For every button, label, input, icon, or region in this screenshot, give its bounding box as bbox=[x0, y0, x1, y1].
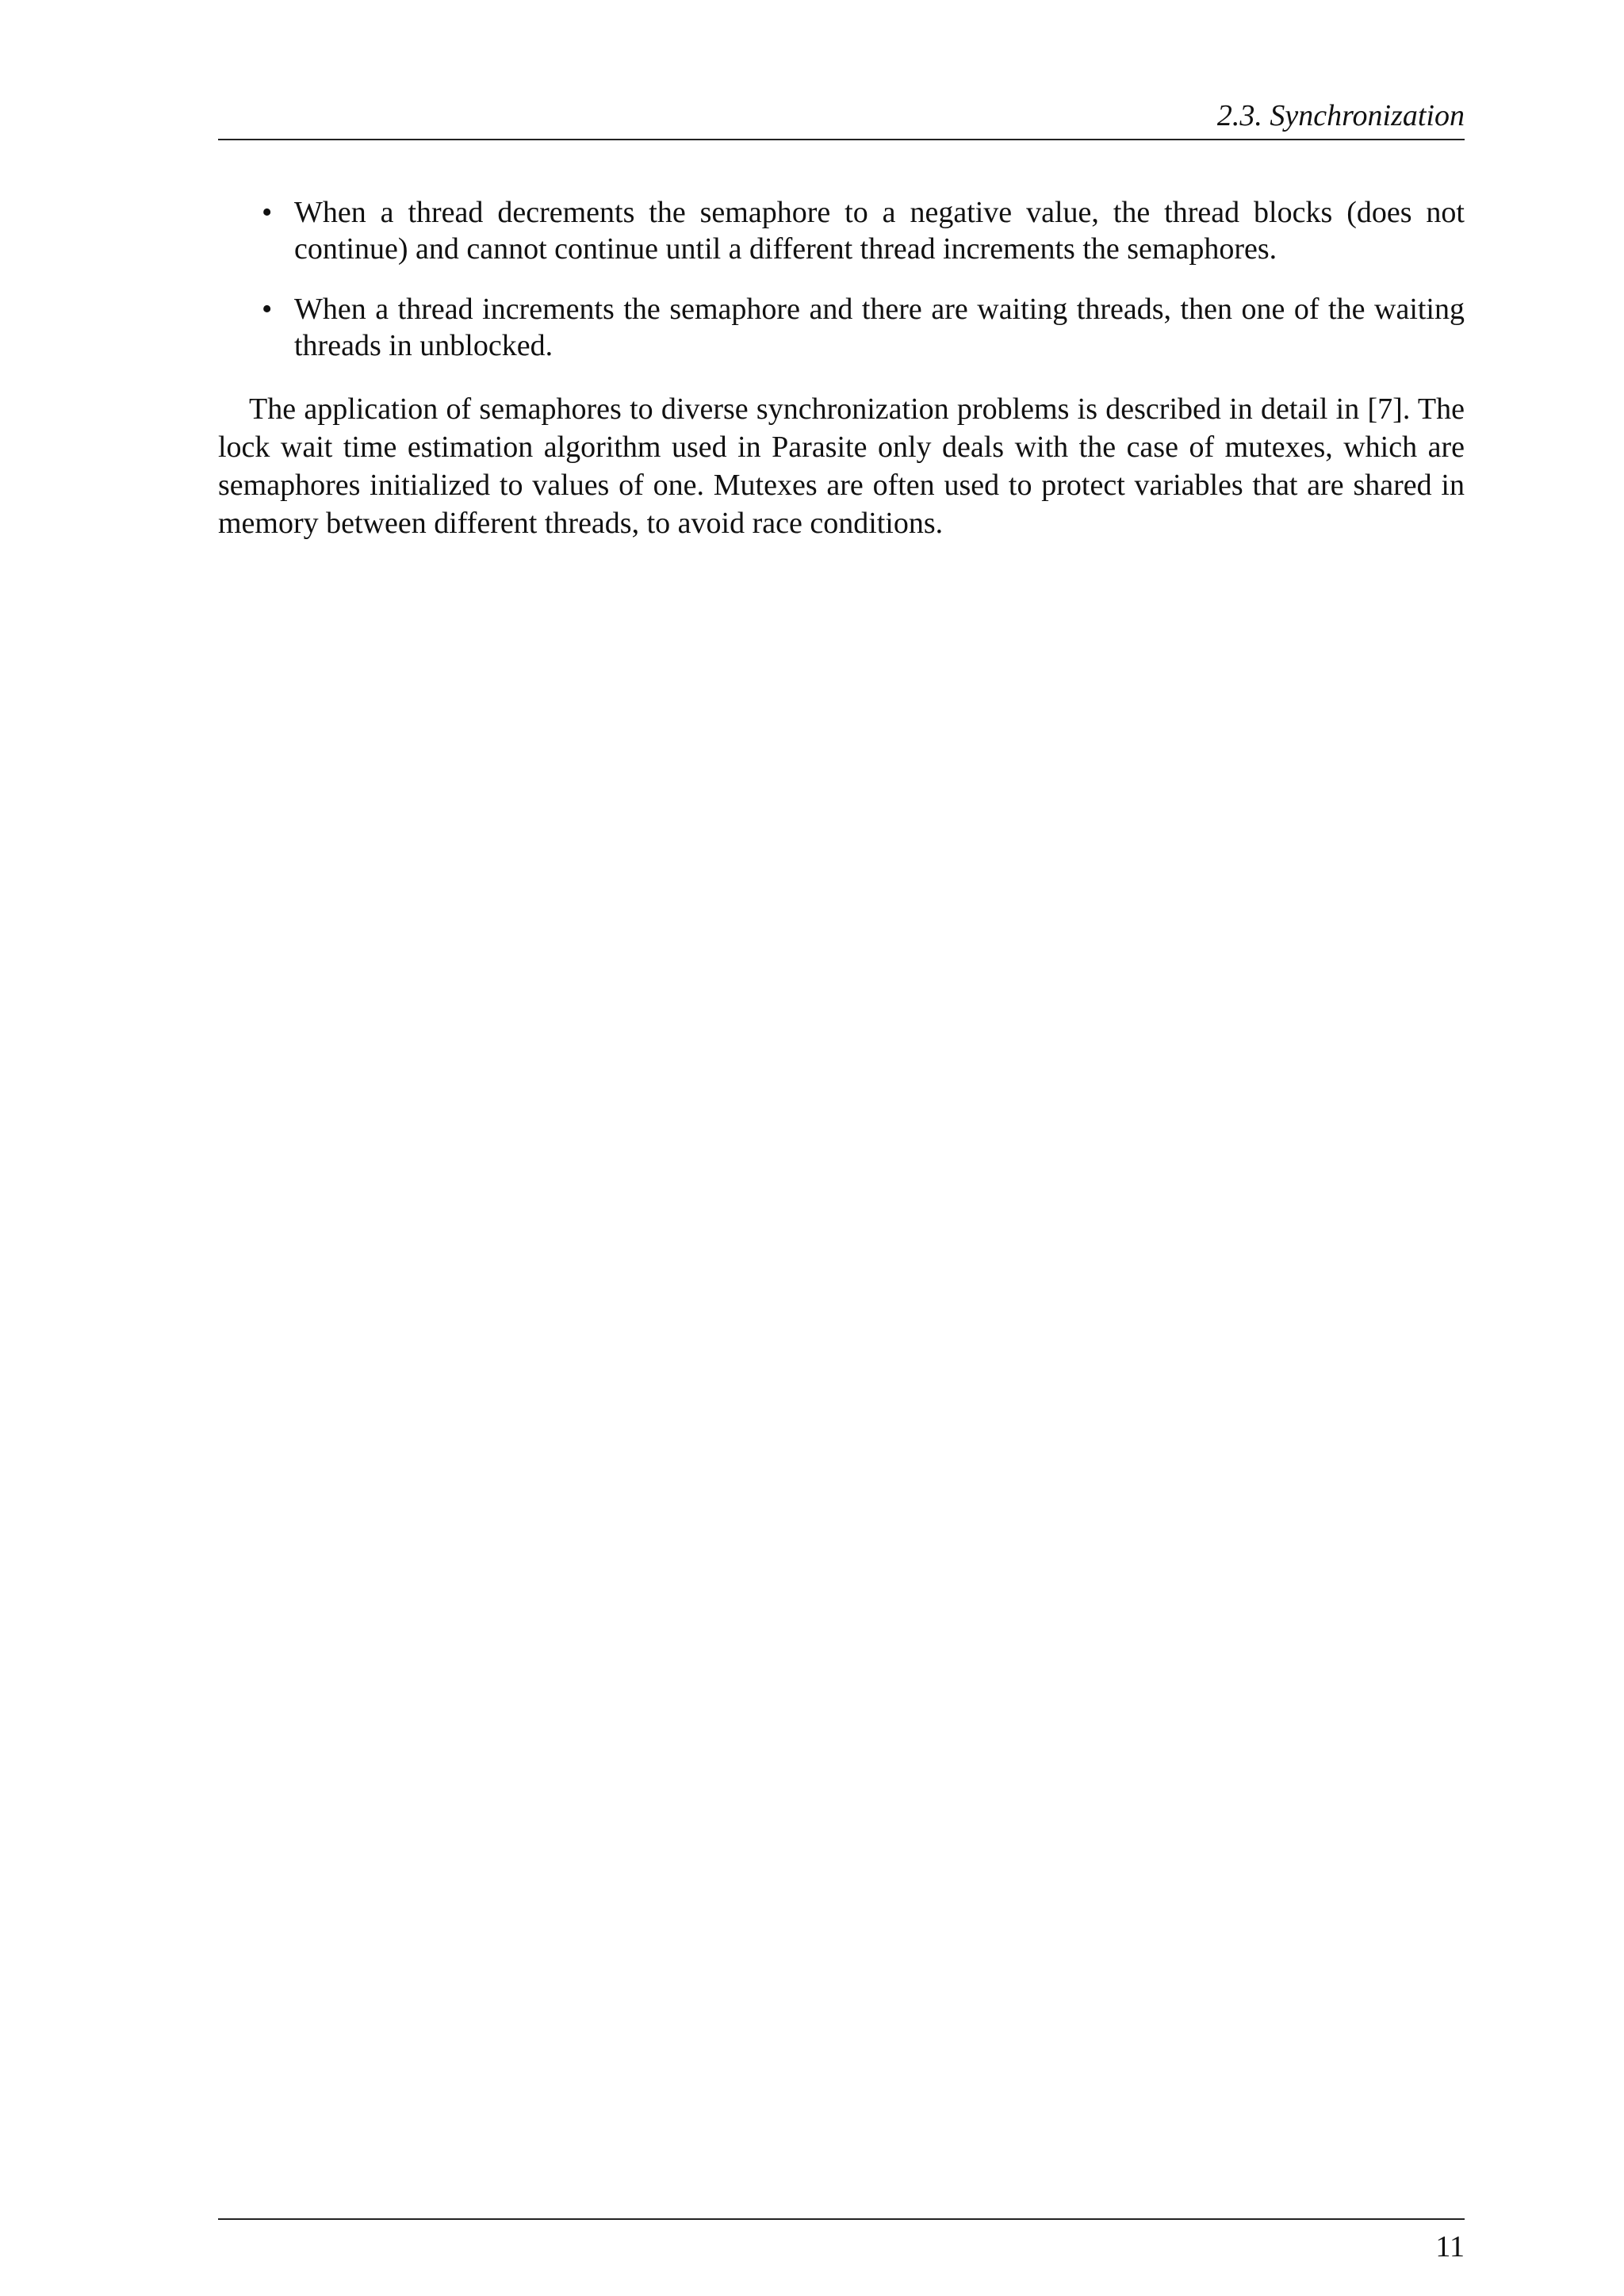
bullet-item bbox=[218, 194, 1465, 267]
bullet-item bbox=[218, 291, 1465, 364]
bullet-marker: • bbox=[262, 196, 273, 229]
bullet-text: When a thread increments the semaphore and there are waiting threads, then one of the waiting threads in unblocked. bbox=[294, 293, 1465, 362]
running-header: 2.3. Synchronization bbox=[1216, 99, 1465, 132]
bullet-text: When a thread decrements the semaphore to a negative value, the thread blocks (does not continue) and cannot continue until a different thread increments the semaphores. bbox=[294, 196, 1465, 266]
bullet-list bbox=[218, 194, 1465, 388]
body-paragraph: The application of semaphores to diverse synchronization problems is described in detail in [7]. The lock wait time estimation algorithm used in Parasite only deals with the case of mutexes, which are semaphores initialized to values of one. Mutexes are often used to protect variables that are shared in memory between different threads, to avoid race conditions. bbox=[218, 392, 1465, 540]
footer-rule bbox=[218, 2218, 1465, 2220]
bullet-marker: • bbox=[262, 293, 273, 326]
header-rule bbox=[218, 139, 1465, 140]
page-number: 11 bbox=[1435, 2230, 1465, 2263]
